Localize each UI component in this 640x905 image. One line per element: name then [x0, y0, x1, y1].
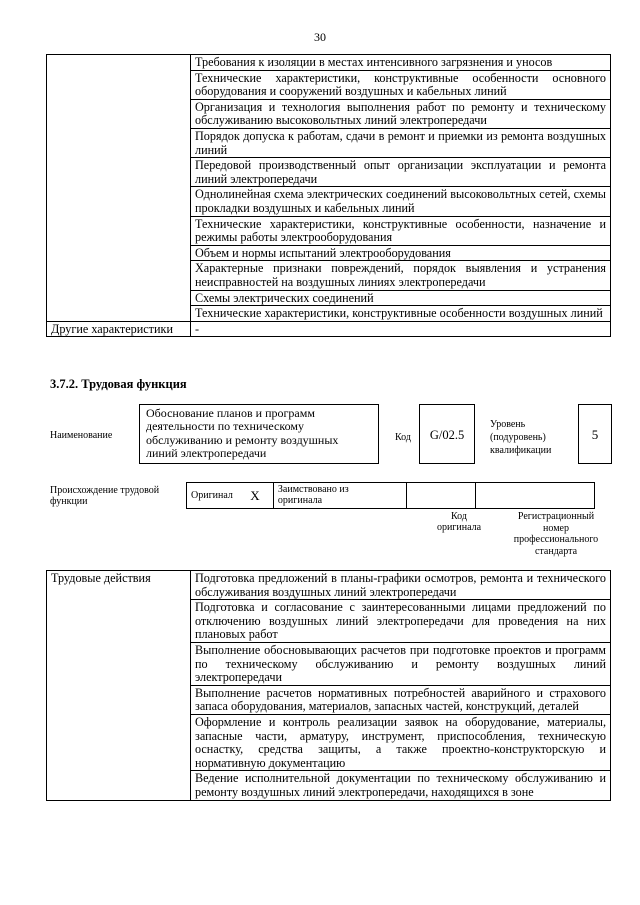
table-row: Технические характеристики, конструктивные особенности, назначение и режимы работы электрооборудования	[191, 216, 611, 245]
table-row: Порядок допуска к работам, сдачи в ремонт и приемки из ремонта воздушных линий	[191, 128, 611, 157]
caption-line: стандарта	[534, 545, 578, 557]
level-label-line: Уровень	[490, 419, 526, 430]
caption-line: профессионального	[513, 534, 599, 545]
origin-label-line: функции	[50, 496, 88, 507]
qualification-level-label	[490, 418, 551, 457]
caption-line: оригинала	[436, 522, 482, 533]
table-row: Ведение исполнительной документации по техническому обслуживанию и ремонту воздушных линий электропередачи, находящихся в зоне	[191, 771, 611, 800]
table-row: Требования к изоляции в местах интенсивного загрязнения и уносов	[191, 55, 611, 71]
registration-number-caption	[497, 511, 615, 557]
level-label-line: (подуровень)	[490, 432, 546, 443]
table-row: Выполнение обосновывающих расчетов при подготовке проектов и программ по техническому обслуживанию и ремонту воздушных линий электропередачи	[191, 642, 611, 685]
table-row: Подготовка предложений в планы-графики осмотров, ремонта и технического обслуживания воздушных линий электропередачи	[191, 571, 611, 600]
knowledge-label-cell	[47, 55, 191, 322]
origin-label-line: Происхождение трудовой	[50, 485, 160, 496]
borrowed-label-line: Заимствовано из	[277, 484, 349, 495]
table-row: Передовой производственный опыт организации эксплуатации и ремонта линий электропередачи	[191, 158, 611, 187]
labor-actions-table	[46, 570, 611, 801]
original-code-cell	[406, 483, 475, 509]
original-mark: X	[237, 483, 274, 509]
page-number: 30	[314, 30, 326, 44]
other-characteristics-label: Другие характеристики	[47, 321, 191, 337]
borrowed-label-line: оригинала	[277, 495, 323, 506]
table-row: Схемы электрических соединений	[191, 290, 611, 306]
other-characteristics-value: -	[191, 321, 611, 337]
function-code-box: G/02.5	[419, 404, 475, 464]
function-name-box: Обоснование планов и программ деятельности по техническому обслуживанию и ремонту воздушных линий электропередачи	[139, 404, 379, 464]
level-label-line: квалификации	[490, 445, 552, 456]
table-row: Оформление и контроль реализации заявок на оборудование, материалы, запасные части, арматуру, инструмент, приспособления, техническую оснастку, средства защиты, а также проектно-конструкторскую и нормативную документацию	[191, 714, 611, 770]
caption-line: Код	[451, 511, 467, 522]
registration-number-cell	[475, 483, 594, 509]
caption-line: номер	[543, 522, 569, 534]
qualification-level-box: 5	[578, 404, 612, 464]
table-row: Технические характеристики, конструктивные особенности воздушных линий	[191, 306, 611, 322]
table-row: Технические характеристики, конструктивные особенности основного оборудования и сооружений воздушных и кабельных линий	[191, 70, 611, 99]
origin-table	[186, 482, 595, 509]
original-code-caption	[429, 511, 489, 533]
labor-actions-label: Трудовые действия	[47, 571, 191, 801]
borrowed-label	[273, 483, 406, 509]
table-row: Выполнение расчетов нормативных потребностей аварийного и страхового запаса оборудования, материалов, запасных частей, конструкций, деталей	[191, 685, 611, 714]
table-row: Объем и нормы испытаний электрооборудования	[191, 245, 611, 261]
caption-line: Регистрационный	[517, 511, 595, 522]
table-row: Характерные признаки повреждений, порядок выявления и устранения неисправностей на воздушных линиях электропередачи	[191, 261, 611, 290]
table-row: Однолинейная схема электрических соединений высоковольтных сетей, схемы прокладки воздушных и кабельных линий	[191, 187, 611, 216]
section-title: 3.7.2. Трудовая функция	[50, 377, 187, 391]
code-label: Код	[395, 432, 411, 443]
name-label: Наименование	[50, 430, 113, 441]
origin-label	[50, 485, 159, 507]
knowledge-table	[46, 54, 611, 337]
table-row: Подготовка и согласование с заинтересованными лицами предложений по отключению воздушных линий электропередачи для проведения на них плановых работ	[191, 600, 611, 643]
table-row: Организация и технология выполнения работ по ремонту и техническому обслуживанию высоковольтных линий электропередачи	[191, 99, 611, 128]
original-label: Оригинал	[187, 483, 237, 509]
